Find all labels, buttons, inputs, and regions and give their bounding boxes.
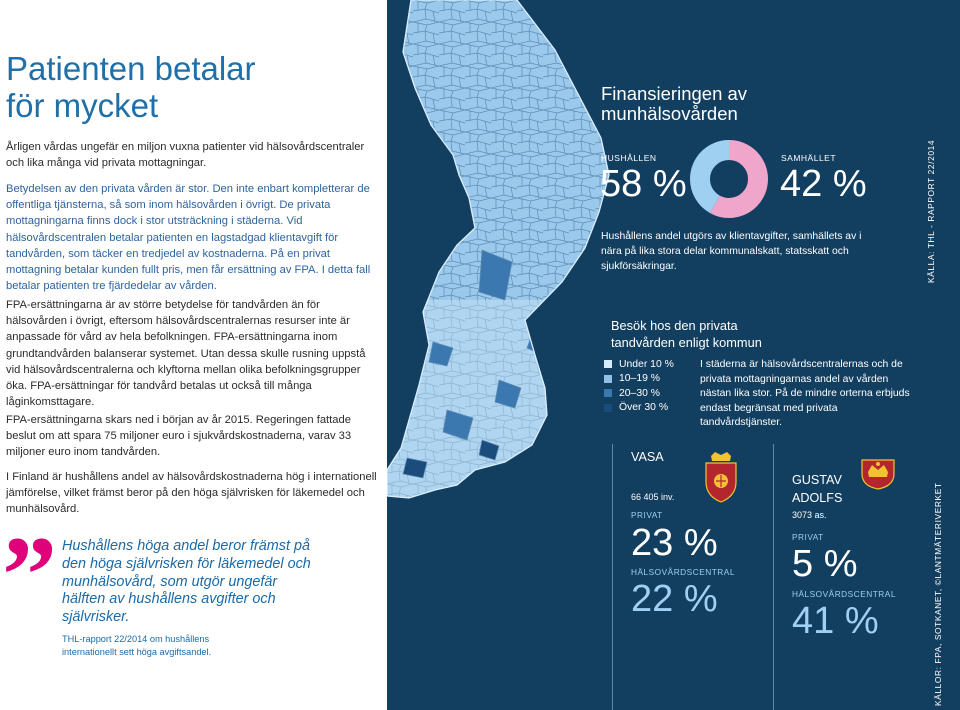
intro-paragraph: Årligen vårdas ungefär en miljon vuxna patienter vid hälsovårdscentraler och lika många vid privata mottagningar. (6, 141, 365, 170)
legend-item (604, 372, 674, 387)
legend-item (604, 386, 674, 401)
private-visits-title-line-1: Besök hos den privata (611, 318, 738, 333)
infographic-panel (387, 0, 960, 710)
article-column (0, 0, 387, 710)
vasa-coat-of-arms-icon (703, 452, 739, 504)
households-percentage: 58 % (600, 163, 687, 205)
private-percentage: 5 % (792, 543, 858, 585)
household-share-paragraph: I Finland är hushållens andel av hälsovårdskostnaderna hög i internationell jämförelse, vilket främst beror på den höga självrisken för läkemedel och munhälsovård. (6, 471, 377, 516)
financing-title-line-1: Finansieringen av (601, 83, 748, 104)
fpa-paragraph: FPA-ersättningarna är av större betydelse för tandvården än för hälsovården i övrigt, eftersom hälsovårdscentralernas resurser inte är anpassade för vård av hela befolkningen. FPA-ersättningarna inom grundtandvården balanserar systemet. Utan dessa skulle rusning uppstå vid hälsovårdscentralerna och klyftorna mellan olika befolkningsgrupper öka. FPA-ersättningar för tandvård betalas ut också till många låginkomsttagare. (6, 299, 366, 409)
legend-label: Under 10 % (619, 358, 674, 370)
gustav-adolfs-coat-of-arms-icon (858, 454, 898, 490)
legend-item (604, 357, 674, 372)
article-title-line-2: för mycket (6, 87, 159, 124)
city-population: 3073 as. (792, 510, 827, 520)
legend-label: Över 30 % (619, 402, 669, 414)
pull-quote: Hushållens höga andel beror främst på den höga självrisken för läkemedel och munhälsovård, som utgör ungefär hälften av hushållens avgifter och självrisker. (62, 538, 311, 626)
households-label: HUSHÅLLEN (601, 153, 657, 163)
financing-source: KÄLLA: THL - RAPPORT 22/2014 (926, 139, 936, 283)
private-label: PRIVAT (792, 532, 824, 542)
financing-title (601, 84, 747, 124)
map-source: KÄLLOR: FPA, SOTKANET, ©LANTMÄTERIVERKET (933, 482, 943, 706)
city-name-line-2: ADOLFS (792, 491, 843, 505)
city-name-line-1: GUSTAV (792, 473, 842, 487)
health-center-label: HÄLSOVÅRDSCENTRAL (792, 589, 896, 599)
private-care-paragraph: Betydelsen av den privata vården är stor. Den inte enbart kompletterar de offentliga tjänsterna, så som inom hälsovården i övrigt. De privata mottagningarna finns dock i stor utsträckning i städerna. Vid hälsovårdscentralen betalar patienten en lagstadgad klientavgift för tandvården, som täcker en tredjedel av kostnaderna. På en privat mottagning betalar kunden fullt pris, men får ersättning av FPA. I detta fall betalar patienten tre fjärdedelar av vården. (6, 183, 371, 293)
private-label: PRIVAT (631, 510, 663, 520)
legend-label: 20–30 % (619, 387, 661, 399)
legend-swatch (604, 375, 612, 383)
financing-description: Hushållens andel utgörs av klientavgifter, samhällets av i nära på lika stora delar kommunalskatt, statsskatt och sjukförsäkringar. (601, 231, 862, 273)
map-legend (604, 357, 674, 415)
article-title (6, 50, 256, 124)
legend-label: 10–19 % (619, 373, 661, 385)
health-center-label: HÄLSOVÅRDSCENTRAL (631, 567, 735, 577)
map-regions (387, 0, 617, 500)
legend-swatch (604, 360, 612, 368)
legend-item (604, 401, 674, 416)
society-percentage: 42 % (780, 163, 867, 205)
private-visits-title-line-2: tandvården enligt kommun (611, 335, 762, 350)
financing-title-line-2: munhälsovården (601, 103, 738, 124)
health-center-percentage: 41 % (792, 600, 879, 642)
quote-source: THL-rapport 22/2014 om hushållens internationellt sett höga avgiftsandel. (62, 634, 212, 657)
quote-mark-icon: ” (2, 514, 57, 636)
health-center-percentage: 22 % (631, 578, 718, 620)
financing-donut-chart (690, 140, 768, 218)
cuts-paragraph: FPA-ersättningarna skars ned i början av år 2015. Regeringen fattade beslut om att spara 75 miljoner euro i sjukvårdskostnaderna, varav 33 miljoner euro inom tandvården. (6, 414, 352, 459)
private-percentage: 23 % (631, 522, 718, 564)
city-card-vasa (612, 444, 773, 710)
private-visits-description: I städerna är hälsovårdscentralernas och de privata mottagningarnas andel av vården nästan lika stor. På de mindre orterna erbjuds endast begränsat med privata tandvårdstjänster. (700, 359, 910, 428)
society-label: SAMHÄLLET (781, 153, 837, 163)
city-name: VASA (631, 450, 664, 464)
article-title-line-1: Patienten betalar (6, 50, 256, 87)
city-card-gustav-adolfs (773, 444, 934, 710)
legend-swatch (604, 389, 612, 397)
city-population: 66 405 inv. (631, 492, 675, 502)
private-visits-title (611, 317, 781, 351)
legend-swatch (604, 404, 612, 412)
